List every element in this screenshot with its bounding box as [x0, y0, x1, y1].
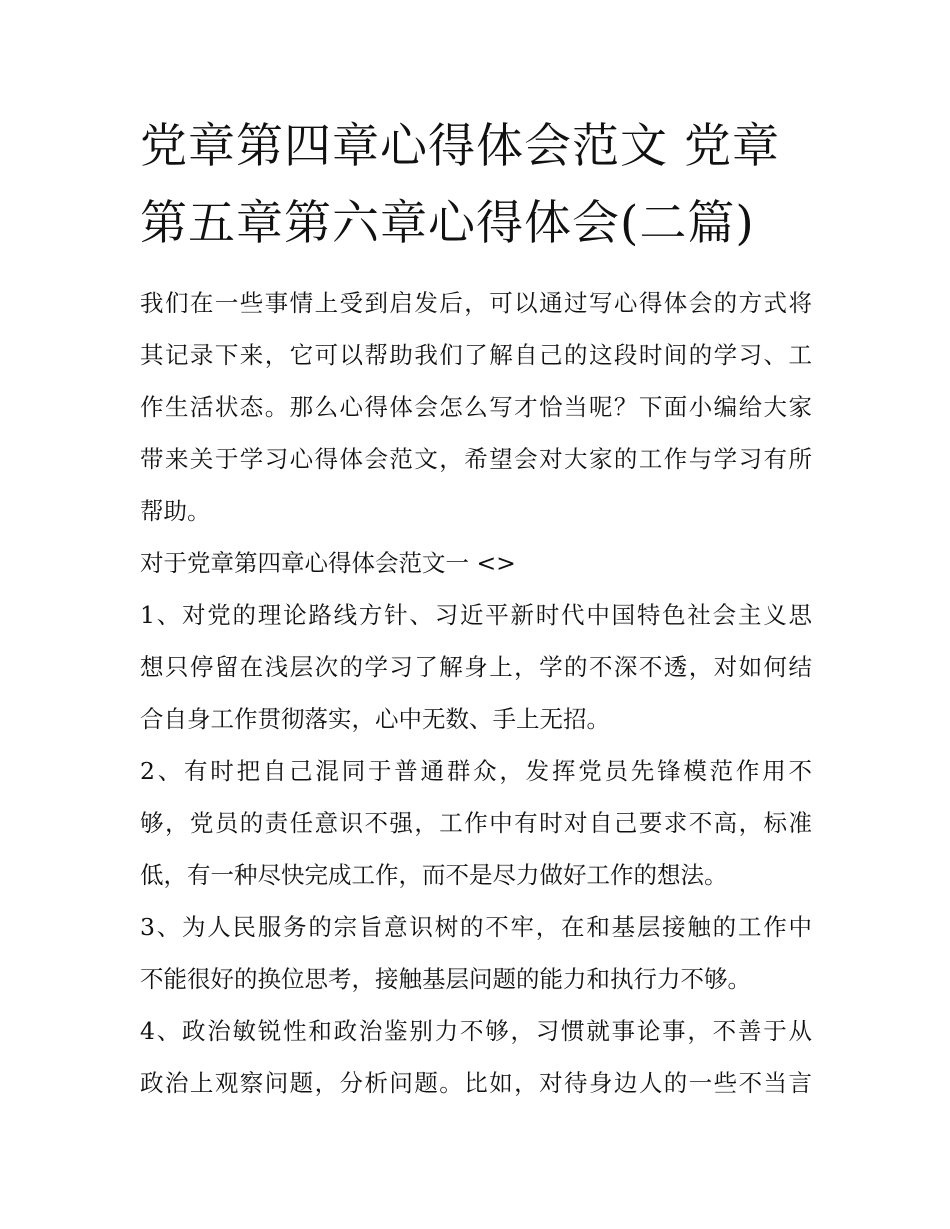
title-line: 第五章第六章心得体会(二篇): [140, 196, 755, 251]
list-item-line: 3、为人民服务的宗旨意识树的不牢，在和基层接触的工作中: [140, 913, 812, 941]
document-body: [140, 277, 812, 1109]
list-item-line: 政治上观察问题，分析问题。比如，对待身边人的一些不当言: [140, 1069, 812, 1097]
title-line: 党章第四章心得体会范文 党章: [140, 119, 780, 174]
list-item-2: [140, 745, 812, 901]
list-item-4: [140, 1005, 812, 1109]
intro-line: 其记录下来，它可以帮助我们了解自己的这段时间的学习、工: [140, 341, 812, 369]
intro-line: 帮助。: [140, 497, 211, 525]
list-item-line: 想只停留在浅层次的学习了解身上，学的不深不透，对如何结: [140, 653, 812, 681]
list-item-line: 合自身工作贯彻落实，心中无数、手上无招。: [140, 705, 610, 733]
list-item-line: 低，有一种尽快完成工作，而不是尽力做好工作的想法。: [140, 861, 728, 889]
list-item-3: [140, 901, 812, 1005]
list-item-line: 够，党员的责任意识不强，工作中有时对自己要求不高，标准: [140, 809, 812, 837]
intro-line: 作生活状态。那么心得体会怎么写才恰当呢？下面小编给大家: [140, 393, 812, 421]
section-heading-text: 对于党章第四章心得体会范文一 <>: [140, 549, 516, 577]
list-item-line: 不能很好的换位思考，接触基层问题的能力和执行力不够。: [140, 965, 751, 993]
list-item-line: 4、政治敏锐性和政治鉴别力不够，习惯就事论事，不善于从: [140, 1017, 812, 1045]
section-heading: [140, 537, 812, 589]
document-content: [140, 108, 812, 1109]
list-item-line: 1、对党的理论路线方针、习近平新时代中国特色社会主义思: [140, 601, 812, 629]
intro-line: 我们在一些事情上受到启发后，可以通过写心得体会的方式将: [140, 289, 812, 317]
list-item-line: 2、有时把自己混同于普通群众，发挥党员先锋模范作用不: [140, 757, 812, 785]
intro-paragraph: [140, 277, 812, 537]
list-item-1: [140, 589, 812, 745]
intro-line: 带来关于学习心得体会范文，希望会对大家的工作与学习有所: [140, 445, 812, 473]
document-title: [140, 108, 820, 262]
